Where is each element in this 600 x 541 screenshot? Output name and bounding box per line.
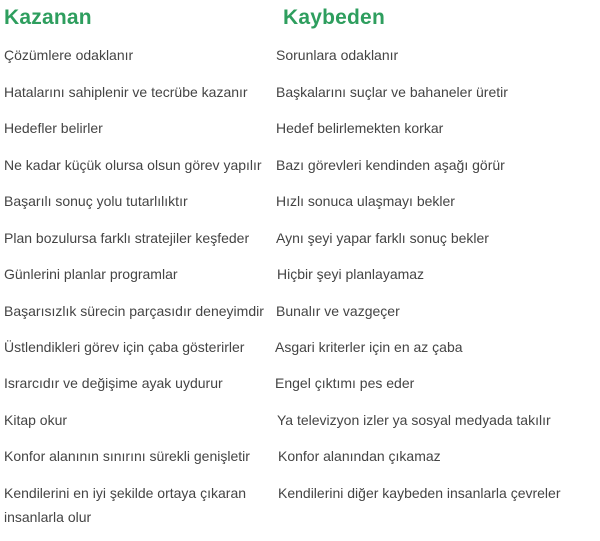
winner-trait: Israrcıdır ve değişime ayak uydurur bbox=[4, 375, 223, 391]
loser-trait: Hedef belirlemekten korkar bbox=[276, 120, 444, 136]
winner-trait: Kitap okur bbox=[4, 412, 68, 428]
loser-column-heading: Kaybeden bbox=[283, 6, 385, 29]
winner-trait: Başarısızlık sürecin parçasıdır deneyimdir bbox=[4, 303, 264, 319]
winner-trait: Çözümlere odaklanır bbox=[4, 47, 134, 63]
winner-column-heading: Kazanan bbox=[4, 6, 92, 29]
winner-trait: Üstlendikleri görev için çaba gösterirler bbox=[4, 339, 245, 355]
winner-trait: Günlerini planlar programlar bbox=[4, 266, 178, 282]
loser-trait: Bazı görevleri kendinden aşağı görür bbox=[276, 157, 505, 173]
winner-trait: Başarılı sonuç yolu tutarlılıktır bbox=[4, 193, 188, 209]
loser-trait: Bunalır ve vazgeçer bbox=[276, 303, 400, 319]
winner-trait: Hedefler belirler bbox=[4, 120, 103, 136]
loser-trait: Aynı şeyi yapar farklı sonuç bekler bbox=[276, 230, 489, 246]
winner-trait: Ne kadar küçük olursa olsun görev yapılır bbox=[4, 157, 262, 173]
winner-trait: Plan bozulursa farklı stratejiler keşfeder bbox=[4, 230, 250, 246]
loser-trait: Hiçbir şeyi planlayamaz bbox=[277, 266, 425, 282]
loser-trait: Başkalarını suçlar ve bahaneler üretir bbox=[276, 84, 508, 100]
winner-trait: Konfor alanının sınırını sürekli genişletir bbox=[4, 448, 250, 464]
loser-trait: Engel çıktımı pes eder bbox=[275, 375, 415, 391]
loser-trait: Asgari kriterler için en az çaba bbox=[275, 339, 463, 355]
loser-trait: Kendilerini diğer kaybeden insanlarla çevreler bbox=[278, 485, 561, 501]
winner-trait: Kendilerini en iyi şekilde ortaya çıkaran insanlarla olur bbox=[4, 485, 247, 525]
winner-trait: Hatalarını sahiplenir ve tecrübe kazanır bbox=[4, 84, 248, 100]
loser-trait: Hızlı sonuca ulaşmayı bekler bbox=[276, 193, 455, 209]
loser-trait: Konfor alanından çıkamaz bbox=[278, 448, 441, 464]
loser-trait: Ya televizyon izler ya sosyal medyada takılır bbox=[277, 412, 551, 428]
loser-trait: Sorunlara odaklanır bbox=[276, 47, 399, 63]
